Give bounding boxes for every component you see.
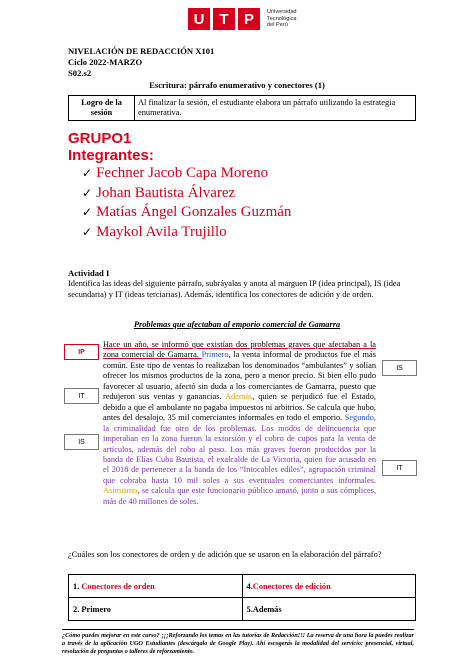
logo-name-line: del Perú	[267, 22, 288, 29]
member-item	[82, 203, 291, 223]
connectors-table	[68, 574, 416, 621]
connectors-cell	[69, 575, 243, 598]
paragraph-segment: Además	[224, 392, 253, 402]
course-title: NIVELACIÓN DE REDACCIÓN X101	[68, 46, 215, 56]
connectors-cell: 2. Primero	[69, 598, 243, 621]
margin-tag-it: IT	[382, 460, 417, 476]
utp-logo	[188, 8, 297, 30]
cell-number: 4.	[246, 581, 253, 591]
connectors-cell: 5.Además	[242, 598, 416, 621]
group-subtitle: Integrantes:	[68, 147, 154, 164]
logro-text: Al finalizar la sesión, el estudiante elabora un párrafo utilizando la estrategia enumerativa.	[135, 96, 416, 121]
paragraph-segment: Asimismo	[103, 486, 138, 496]
paragraph-segment: Segundo	[344, 413, 374, 423]
paragraph-segment: , la criminalidad fue otro de los problemas. Los modos de delincuencia que imperaban en la zona fueron la extorsión y el cobro de cupos para la venta de artículos, además del robo al paso. Los más graves fueron producidos por la banda de Elías Cuba Bautista, el exalcalde de La Victoria, quien fue acusado en el 2018 de pertenecer a la banda de los “Intocables ediles”, agrupación criminal que cobraba hasta 10 mil soles a sus eventuales comerciantes informales.	[103, 413, 376, 485]
checkmark-icon: ✓	[82, 224, 93, 239]
annotated-paragraph	[103, 340, 376, 507]
logo-university-name	[267, 9, 297, 29]
member-name: Matías Ángel Gonzales Guzmán	[96, 204, 292, 220]
activity-title: Actividad I	[68, 268, 110, 278]
logo-name-line: Universidad	[267, 9, 297, 16]
paragraph-title: Problemas que afectaban al emporio comercial de Gamarra	[133, 320, 341, 329]
paragraph-segment: , se calcula que este funcionario público amasó, junto a sus cómplices, más de 40 millones de soles.	[103, 486, 376, 506]
member-name: Maykol Avila Trujillo	[96, 223, 227, 240]
member-name: Fechner Jacob Capa Moreno	[96, 165, 269, 181]
checkmark-icon: ✓	[82, 166, 93, 180]
document-header	[68, 46, 214, 80]
logo-letter-u: U	[188, 8, 210, 30]
logro-table	[68, 95, 416, 121]
logo-name-line: Tecnológica	[267, 15, 297, 22]
member-list	[82, 164, 291, 242]
footer-divider	[62, 629, 414, 630]
margin-tag-ip: IP	[64, 344, 99, 360]
member-item	[82, 223, 291, 243]
group-title: GRUPO1	[68, 130, 132, 147]
activity-instructions: Identifica las ideas del siguiente párrafo, subráyalas y anota al marguen IP (idea principal), IS (idea secundaria) y IT (ideas terciarias). Además, identifica los conectores de adición y de orden.	[68, 279, 401, 299]
paragraph-segment: Hace un año, se informó que existían dos problemas graves que afectaban a la zona comercial de Gamarra.	[103, 340, 376, 360]
cell-number: 1.	[73, 581, 82, 591]
cell-heading: Conectores de edición	[252, 581, 331, 591]
cell-heading: Conectores de orden	[81, 581, 155, 591]
connectors-question: ¿Cuáles son los conectores de orden y de adición que se usaron en la elaboración del párrafo?	[68, 550, 382, 559]
member-item	[82, 184, 291, 204]
margin-tag-it: IT	[64, 388, 99, 404]
checkmark-icon: ✓	[82, 205, 93, 219]
margin-tag-is: IS	[64, 434, 99, 450]
member-name: Johan Bautista Álvarez	[96, 184, 236, 201]
member-item	[82, 164, 291, 184]
logo-letter-t: T	[213, 8, 235, 30]
logro-label: Logro de la sesión	[69, 96, 135, 121]
margin-tag-is: IS	[382, 360, 417, 376]
logo-letter-p: P	[238, 8, 260, 30]
footer-note: ¿Cómo puedes mejorar en este curso? ¡¡¡Reforzando los temas en las tutorías de Redacción!!! La reserva de una hora la puedes realizar a través de la aplicación UGO Estudiantes (descárgalo de Google Play). Ahí escogerás la modalidad del servicio: presencial, virtual, resolución de preguntas o talleres de reforzamiento.	[62, 632, 414, 655]
paragraph-segment: , la venta informal de productos fue el más común. Este tipo de ventas lo realizaban los denominados “ambulantes” y solían ofrecer los mismos productos de la zona, pero a menor precio. Si bien ello pudo favorecer al usuario, afectó sin duda a los comerciantes de Gamarra, puesto que redujeron sus ventas y ganancias.	[103, 350, 376, 402]
session-label: S02.s2	[68, 68, 92, 79]
group-heading	[68, 130, 154, 164]
cycle-label: Ciclo 2022-MARZO	[68, 57, 143, 68]
document-subtitle: Escritura: párrafo enumerativo y conectores (1)	[149, 80, 325, 90]
paragraph-segment: Primero	[201, 350, 229, 360]
paragraph-segment: , quien se perjudicó fue el Estado, debido a que el ambulante no pagaba impuestos ni arbitrios. Se calcula que hubo, antes del desalojo, 35 mil comerciantes informales en todo el emporio.	[103, 392, 376, 423]
connectors-cell	[242, 575, 416, 598]
checkmark-icon: ✓	[82, 185, 93, 200]
